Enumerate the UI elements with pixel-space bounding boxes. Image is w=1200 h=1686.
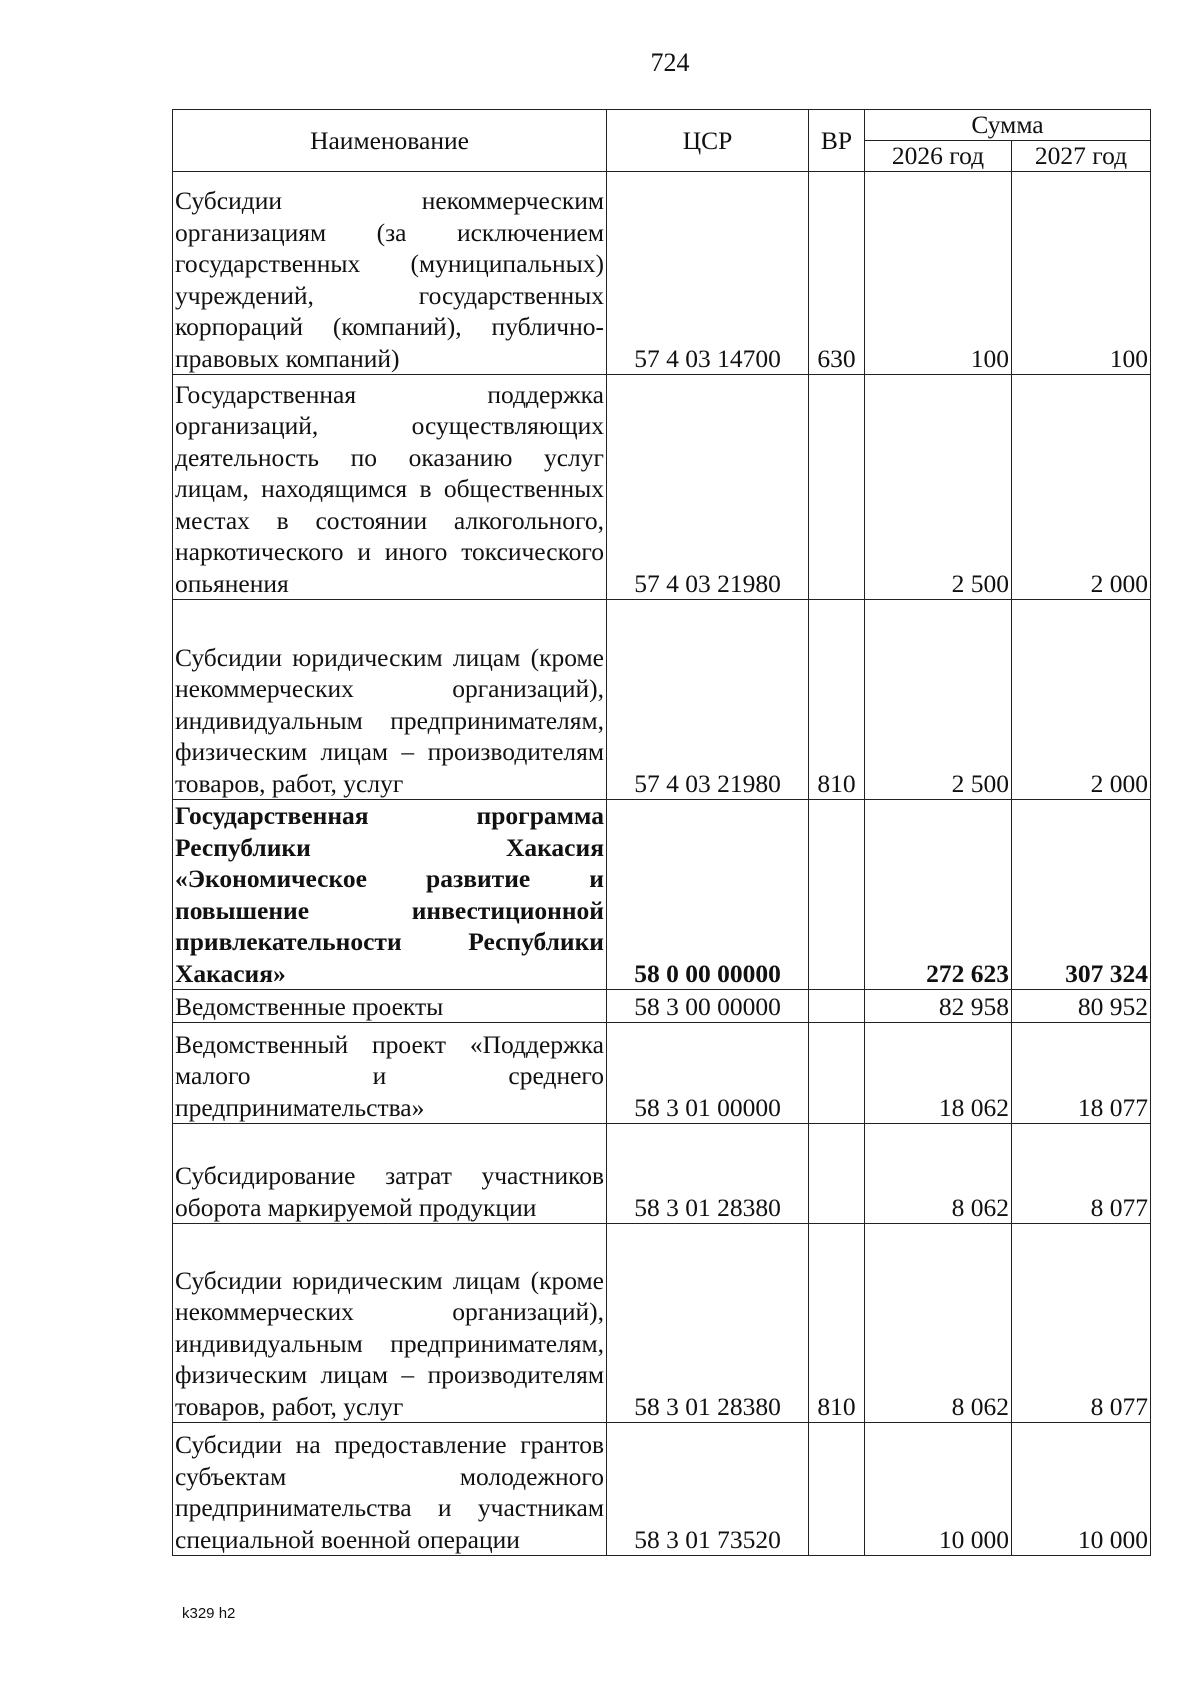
row-vr: 810 — [809, 1224, 865, 1423]
row-csr: 58 3 01 28380 — [607, 1224, 809, 1423]
row-vr: 630 — [809, 172, 865, 375]
header-row-top — [173, 110, 1151, 141]
row-2027: 2 000 — [1012, 600, 1151, 800]
row-csr: 58 3 01 00000 — [607, 1023, 809, 1124]
table-row — [173, 375, 1151, 600]
row-2026: 8 062 — [865, 1124, 1012, 1224]
row-vr — [809, 1124, 865, 1224]
row-2027: 18 077 — [1012, 1023, 1151, 1124]
row-name: Государственная программа Республики Хакасия «Экономическое развитие и повышение инвестиционной привлекательности Республики Хакасия» — [173, 800, 607, 990]
row-name: Субсидии юридическим лицам (кроме некоммерческих организаций), индивидуальным предпринимателям, физическим лицам – производителям товаров, работ, услуг — [173, 600, 607, 800]
row-csr: 57 4 03 21980 — [607, 600, 809, 800]
row-name: Государственная поддержка организаций, осуществляющих деятельность по оказанию услуг лицам, находящимся в общественных местах в состоянии алкогольного, наркотического и иного токсического опьянения — [173, 375, 607, 600]
row-2026: 10 000 — [865, 1423, 1012, 1556]
row-2027: 10 000 — [1012, 1423, 1151, 1556]
row-csr: 57 4 03 21980 — [607, 375, 809, 600]
table-row — [173, 1224, 1151, 1423]
row-name: Субсидии некоммерческим организациям (за исключением государственных (муниципальных) учреждений, государственных корпораций (компаний), публично-правовых компаний) — [173, 172, 607, 375]
row-2026: 272 623 — [865, 800, 1012, 990]
table-row — [173, 1124, 1151, 1224]
table-row — [173, 600, 1151, 800]
row-2026: 2 500 — [865, 375, 1012, 600]
row-2027: 2 000 — [1012, 375, 1151, 600]
row-csr: 58 3 01 28380 — [607, 1124, 809, 1224]
row-2026: 18 062 — [865, 1023, 1012, 1124]
row-csr: 57 4 03 14700 — [607, 172, 809, 375]
row-vr — [809, 800, 865, 990]
footer-code: k329 h2 — [182, 1605, 236, 1622]
row-2027: 307 324 — [1012, 800, 1151, 990]
row-vr — [809, 1023, 865, 1124]
header-name: Наименование — [173, 110, 607, 172]
row-2027: 100 — [1012, 172, 1151, 375]
row-name: Ведомственные проекты — [173, 990, 607, 1023]
table-row — [173, 172, 1151, 375]
row-name: Ведомственный проект «Поддержка малого и среднего предпринимательства» — [173, 1023, 607, 1124]
header-vr: ВР — [809, 110, 865, 172]
row-csr: 58 0 00 00000 — [607, 800, 809, 990]
header-csr: ЦСР — [607, 110, 809, 172]
header-year-2027: 2027 год — [1012, 141, 1151, 172]
row-csr: 58 3 01 73520 — [607, 1423, 809, 1556]
row-name: Субсидирование затрат участников оборота маркируемой продукции — [173, 1124, 607, 1224]
row-2027: 8 077 — [1012, 1224, 1151, 1423]
row-2027: 8 077 — [1012, 1124, 1151, 1224]
row-2026: 100 — [865, 172, 1012, 375]
row-vr — [809, 990, 865, 1023]
row-name: Субсидии юридическим лицам (кроме некоммерческих организаций), индивидуальным предпринимателям, физическим лицам – производителям товаров, работ, услуг — [173, 1224, 607, 1423]
row-vr: 810 — [809, 600, 865, 800]
row-csr: 58 3 00 00000 — [607, 990, 809, 1023]
row-2027: 80 952 — [1012, 990, 1151, 1023]
page-number: 724 — [650, 48, 690, 77]
table-row — [173, 1423, 1151, 1556]
header-sum: Сумма — [865, 110, 1151, 141]
row-2026: 82 958 — [865, 990, 1012, 1023]
table-row-program — [173, 800, 1151, 990]
row-vr — [809, 1423, 865, 1556]
row-vr — [809, 375, 865, 600]
header-year-2026: 2026 год — [865, 141, 1012, 172]
row-name: Субсидии на предоставление грантов субъектам молодежного предпринимательства и участникам специальной военной операции — [173, 1423, 607, 1556]
table-row — [173, 1023, 1151, 1124]
budget-table — [172, 109, 1151, 1556]
row-2026: 8 062 — [865, 1224, 1012, 1423]
row-2026: 2 500 — [865, 600, 1012, 800]
table-row — [173, 990, 1151, 1023]
